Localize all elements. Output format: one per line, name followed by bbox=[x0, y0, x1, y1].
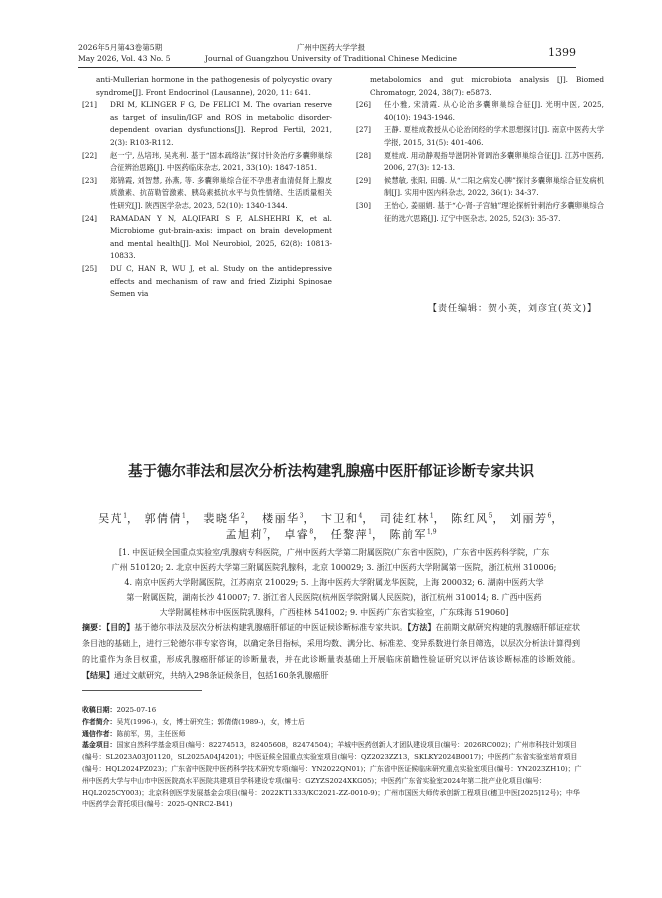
reference-text: 夏桂成. 用动静观指导滋阴补肾调治多囊卵巢综合征[J]. 江苏中医药, 2006, 27(3): 12-13. bbox=[384, 150, 604, 173]
reference-item bbox=[82, 74, 332, 99]
editor-credit: 【责任编辑：贺小英，刘彦宜(英文)】 bbox=[428, 304, 598, 314]
reference-number: [21] bbox=[82, 100, 97, 110]
reference-text: DRI M, KLINGER F G, De FELICI M. The ovarian reserve as target of insulin/IGF and ROS in metabolic disorder-dependent ovarian dysfunctions[J]. Reprod Fertil, 2021, 2(3): R103-R112. bbox=[110, 100, 332, 147]
page-number: 1399 bbox=[548, 46, 576, 59]
author-name: 任黎萍 bbox=[330, 528, 369, 541]
reference-number: [23] bbox=[82, 175, 97, 185]
references-right-column bbox=[356, 74, 604, 225]
affiliation-line: 大学附属桂林市中医医院乳腺科，广西桂林 541002; 9. 中医药广东省实验室，广东珠海 519060] bbox=[159, 608, 509, 617]
author-affiliation-mark: 1,9 bbox=[426, 528, 437, 536]
author-affiliation-mark: 6 bbox=[547, 512, 552, 520]
journal-title-en: Journal of Guangzhou University of Traditional Chinese Medicine bbox=[205, 54, 457, 63]
affiliation-line: 第一附属医院，湖南长沙 410007; 7. 浙江省人民医院(杭州医学院附属人民医院)，浙江杭州 310014; 8. 广西中医药 bbox=[126, 593, 542, 602]
author-name: 孟旭莉 bbox=[225, 528, 263, 541]
author-affiliation-mark: 4 bbox=[358, 512, 363, 520]
reference-item bbox=[82, 213, 332, 263]
journal-title-cn: 广州中医药大学学报 bbox=[296, 43, 366, 52]
reference-item bbox=[356, 200, 604, 225]
affiliation-line: 4. 南京中医药大学附属医院，江苏南京 210029; 5. 上海中医药大学附属龙华医院，上海 200032; 6. 湖南中医药大学 bbox=[124, 578, 544, 587]
reference-item bbox=[82, 99, 332, 149]
reference-number: [25] bbox=[82, 263, 97, 273]
received-value: 2025-07-16 bbox=[116, 706, 157, 714]
reference-item bbox=[82, 263, 332, 301]
affiliations bbox=[90, 545, 578, 620]
reference-text: DU C, HAN R, WU J, et al. Study on the antidepressive effects and mechanism of raw and fried Ziziphi Spinosae Semen via bbox=[110, 263, 332, 299]
article-footnote bbox=[82, 705, 582, 811]
reference-text: metabolomics and gut microbiota analysis [J]. Biomed Chromatogr, 2024, 38(7): e5873. bbox=[370, 75, 604, 97]
abstract-objective: 基于德尔菲法及层次分析法构建乳腺癌肝郁证的中医证候诊断标准专家共识。 bbox=[134, 623, 408, 632]
reference-number: [27] bbox=[356, 125, 371, 135]
references-left-column bbox=[82, 74, 332, 301]
abstract-label: 摘要： bbox=[82, 623, 107, 632]
author-affiliation-mark: 1 bbox=[182, 512, 186, 520]
abstract-methods-heading: 【方法】 bbox=[407, 623, 436, 632]
author-affiliation-mark: 3 bbox=[299, 512, 304, 520]
reference-text: 任小雅, 宋清霞. 从心论治多囊卵巢综合征[J]. 光明中医, 2025, 40(10): 1943-1946. bbox=[384, 100, 604, 122]
author-name: 陈前军 bbox=[389, 528, 427, 541]
author-name: 陈红风 bbox=[451, 512, 489, 525]
author-affiliation-mark: 5 bbox=[488, 512, 493, 520]
author-affiliation-mark: 1 bbox=[429, 512, 434, 520]
corresponding-label: 通信作者： bbox=[82, 729, 117, 738]
author-name: 卓睿 bbox=[284, 528, 310, 541]
reference-number: [28] bbox=[356, 150, 371, 160]
header-rule bbox=[78, 67, 576, 68]
issue-cn: 2026年5月第43卷第5期 bbox=[78, 43, 163, 52]
author-list: 吴芃$^1$， 郭倩倩$^1$， 裴晓华$^2$， 楼丽华$^3$， 卞卫和$^4$， 司徒红林$^1$， 陈红风$^5$， 刘丽芳$^6$， 孟旭莉$^7$， 卓睿$^8$， 任黎萍$^1$， 陈前军$^{1,9}$ bbox=[98, 512, 564, 541]
reference-number: [26] bbox=[356, 100, 371, 110]
abstract bbox=[82, 620, 580, 684]
author-name: 吴芃 bbox=[98, 512, 124, 525]
reference-text: 王静. 夏桂成教授从心论治闭经的学术思想探讨[J]. 南京中医药大学学报, 2015, 31(5): 401-406. bbox=[384, 125, 604, 147]
reference-number: [24] bbox=[82, 213, 97, 223]
author-info-label: 作者简介： bbox=[82, 717, 117, 726]
corresponding-author bbox=[82, 729, 582, 741]
article-title: 基于德尔菲法和层次分析法构建乳腺癌中医肝郁证诊断专家共识 bbox=[128, 464, 534, 480]
reference-item bbox=[356, 74, 604, 99]
author-affiliation-mark: 1 bbox=[368, 528, 372, 536]
reference-item bbox=[82, 175, 332, 213]
funding bbox=[82, 740, 582, 811]
author-name: 刘丽芳 bbox=[509, 512, 548, 525]
abstract-methods: 在前期文献研究构建的乳腺癌肝郁证症状条目池的基础上，进行三轮德尔菲专家咨询，以确定条目指标，采用均数、满分比、标准差、变异系数进行条目筛选，以层次分析法计算得到的比重作为条目权重，形成乳腺癌肝郁证的诊断量表，并在此诊断量表基础上开展临床前瞻性验证研究以评估该诊断标准的诊断效能。 bbox=[82, 623, 581, 664]
abstract-results-heading: 【结果】 bbox=[82, 671, 114, 680]
author-name: 楼丽华 bbox=[262, 512, 300, 525]
reference-number: [22] bbox=[82, 150, 97, 160]
page-header bbox=[0, 0, 662, 63]
affiliation-line: 广州 510120; 2. 北京中医药大学第三附属医院乳腺科，北京 100029; 3. 浙江中医药大学附属第一医院，浙江杭州 310006; bbox=[111, 563, 557, 572]
received-label: 收稿日期： bbox=[82, 706, 117, 714]
reference-text: 赵一宁, 丛培玮, 吴兆利. 基于“固本疏络法”探讨针灸治疗多囊卵巢综合征辨治思路[J]. 中医药临床杂志, 2021, 33(10): 1847-1851. bbox=[110, 150, 332, 173]
author-affiliation-mark: 2 bbox=[240, 512, 245, 520]
reference-number: [30] bbox=[356, 200, 371, 210]
reference-item bbox=[356, 124, 604, 149]
abstract-objective-heading: 【目的】 bbox=[106, 623, 135, 632]
author-name: 卞卫和 bbox=[321, 512, 359, 525]
author-affiliation-mark: 1 bbox=[123, 512, 128, 520]
funding-label: 基金项目： bbox=[82, 741, 117, 750]
author-name: 郭倩倩 bbox=[144, 512, 183, 525]
reference-item bbox=[356, 175, 604, 200]
affiliation-line: [1. 中医证候全国重点实验室/乳腺病专科医院，广州中医药大学第二附属医院(广东省中医院)，广东省中医药科学院，广东 bbox=[118, 548, 550, 557]
reference-text: 郑锦霞, 刘智慧, 孙燕, 等. 多囊卵巢综合征不孕患者血清促肾上腺皮质激素、抗苗勒管激素、胰岛素抵抗水平与负性情绪、生活质量相关性研究[J]. 陕西医学杂志, 2023, 52(10): 1340-1344. bbox=[110, 175, 332, 210]
reference-text: 王怡心, 姜丽娟. 基于“心-肾-子宫轴”理论探析针刺治疗多囊卵巢综合征的选穴思路[J]. 辽宁中医杂志, 2025, 52(3): 35-37. bbox=[384, 200, 604, 223]
author-affiliation-mark: 7 bbox=[262, 528, 267, 536]
reference-text: RAMADAN Y N, ALQIFARI S F, ALSHEHRI K, et al. Microbiome gut-brain-axis: impact on brain development and mental health[J]. Mol Neurobiol, 2025, 62(8): 10813-10833. bbox=[110, 213, 332, 261]
author-name: 司徒红林 bbox=[379, 512, 430, 525]
abstract-results: 通过文献研究，共纳入298条证候条目，包括160条乳腺癌肝 bbox=[114, 671, 329, 680]
author-name: 裴晓华 bbox=[203, 512, 241, 525]
corresponding-value: 陈前军，男，主任医师 bbox=[116, 729, 186, 738]
reference-item bbox=[356, 150, 604, 175]
reference-text: 候慧敏, 张阳, 田璐. 从“二阳之病发心脾”探讨多囊卵巢综合征发病机制[J]. 实用中医内科杂志, 2022, 36(1): 34-37. bbox=[384, 175, 604, 198]
issue-en: May 2026, Vol. 43 No. 5 bbox=[78, 54, 171, 63]
author-info-value: 吴芃(1996-)，女，博士研究生；郭倩倩(1989-)，女，博士后 bbox=[116, 717, 305, 726]
footnote-rule bbox=[82, 690, 202, 691]
received-date bbox=[82, 705, 582, 717]
reference-item bbox=[356, 99, 604, 124]
reference-number: [29] bbox=[356, 175, 371, 185]
reference-text: anti-Mullerian hormone in the pathogenesis of polycystic ovary syndrome[J]. Front Endocrinol (Lausanne), 2020, 11: 641. bbox=[96, 75, 332, 97]
reference-item bbox=[82, 150, 332, 175]
author-affiliation-mark: 8 bbox=[309, 528, 314, 536]
funding-value: 国家自然科学基金项目(编号：82274513，82405608，82474504)；羊城中医药创新人才团队建设项目(编号：2026RC002)；广州市科技计划项目(编号：SL2023A03J01120，SL2025A04J4201)；中医证候全国重点实验室项目(编号：QZ2023ZZ13，SKLKY2024B0017)；中医药广东省实验室培育项目(编号：HQL2024PZ023)；广东省中医院中医药科学技术研究专项(编号：YN2022QN01)；广东省中医证候临床研究重点实验室项目(编号：YN2023ZH10)；广州中医药大学与中山市中医医院高水平医院共建项目学科建设专项(编号：GZYZS2024XKG05)；中医药广东省实验室2024年第二批产业化项目(编号：HQL2025CY003)；北京科创医学发展基金会项目(编号：2022KT1333/KC2021-ZZ-0010-9)；广州市国医大师传承创新工程项目(穗卫中医[2025]12号)；中华中医药学会青托项目(编号：2025-QNRC2-B41) bbox=[82, 741, 582, 809]
author-info bbox=[82, 717, 582, 729]
